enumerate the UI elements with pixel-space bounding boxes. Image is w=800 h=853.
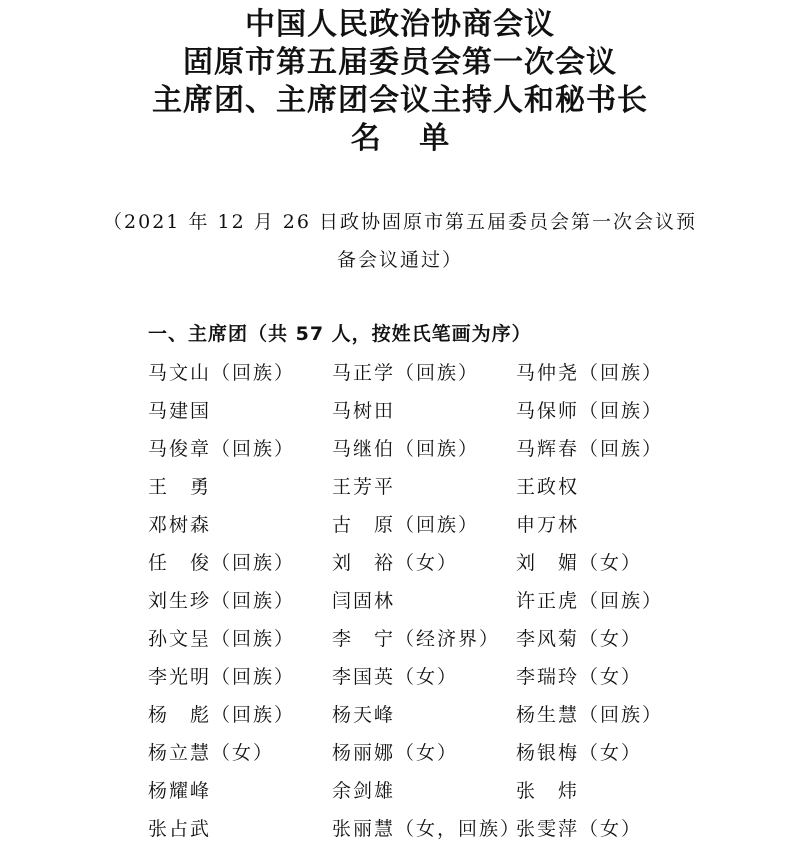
member-name: 申万林 bbox=[516, 514, 580, 536]
member-name: 杨立慧（女） bbox=[148, 742, 275, 764]
member-name: 邓树森 bbox=[148, 514, 212, 536]
member-name: 张丽慧（女，回族） bbox=[332, 818, 522, 840]
member-name: 杨 彪（回族） bbox=[148, 704, 296, 726]
member-name: 任 俊（回族） bbox=[148, 552, 296, 574]
presidium-member-list bbox=[148, 359, 708, 853]
approval-note-line-1: （2021 年 12 月 26 日政协固原市第五届委员会第一次会议预 bbox=[103, 211, 697, 233]
member-name: 马仲尧（回族） bbox=[516, 362, 664, 384]
member-name: 刘生珍（回族） bbox=[148, 590, 296, 612]
document-title bbox=[0, 6, 800, 158]
title-line-1: 中国人民政治协商会议 bbox=[245, 7, 555, 42]
member-name: 杨生慧（回族） bbox=[516, 704, 664, 726]
member-name: 马树田 bbox=[332, 400, 396, 422]
member-name: 马俊章（回族） bbox=[148, 438, 296, 460]
approval-note-line-2: 备会议通过） bbox=[336, 249, 463, 271]
member-name: 李 宁（经济界） bbox=[332, 628, 501, 650]
member-name: 孙文呈（回族） bbox=[148, 628, 296, 650]
member-name: 王芳平 bbox=[332, 476, 396, 498]
member-name: 刘 媚（女） bbox=[516, 552, 643, 574]
member-name: 闫固林 bbox=[332, 590, 396, 612]
member-name: 许正虎（回族） bbox=[516, 590, 664, 612]
member-name: 李风菊（女） bbox=[516, 628, 643, 650]
approval-note bbox=[0, 203, 800, 279]
member-name: 王政权 bbox=[516, 476, 580, 498]
member-name: 马文山（回族） bbox=[148, 362, 296, 384]
member-name: 王 勇 bbox=[148, 476, 212, 498]
member-name: 杨银梅（女） bbox=[516, 742, 643, 764]
member-name: 张占武 bbox=[148, 818, 212, 840]
member-name: 刘 裕（女） bbox=[332, 552, 459, 574]
member-name: 马继伯（回族） bbox=[332, 438, 480, 460]
member-name: 余剑雄 bbox=[332, 780, 396, 802]
member-name: 杨丽娜（女） bbox=[332, 742, 459, 764]
title-line-2: 固原市第五届委员会第一次会议 bbox=[183, 45, 617, 80]
member-name: 马正学（回族） bbox=[332, 362, 480, 384]
member-name: 张雯萍（女） bbox=[516, 818, 643, 840]
member-name: 李光明（回族） bbox=[148, 666, 296, 688]
member-name: 古 原（回族） bbox=[332, 514, 480, 536]
member-name: 李瑞玲（女） bbox=[516, 666, 643, 688]
member-name: 张 炜 bbox=[516, 780, 580, 802]
title-line-3: 主席团、主席团会议主持人和秘书长 bbox=[152, 83, 648, 118]
member-name: 李国英（女） bbox=[332, 666, 459, 688]
member-name: 马保师（回族） bbox=[516, 400, 664, 422]
member-name: 杨耀峰 bbox=[148, 780, 212, 802]
member-name: 马建国 bbox=[148, 400, 212, 422]
member-name: 马辉春（回族） bbox=[516, 438, 664, 460]
title-line-4: 名 单 bbox=[350, 121, 464, 156]
member-name: 杨天峰 bbox=[332, 704, 396, 726]
section-heading-presidium: 一、主席团（共 57 人，按姓氏笔画为序） bbox=[148, 323, 532, 345]
